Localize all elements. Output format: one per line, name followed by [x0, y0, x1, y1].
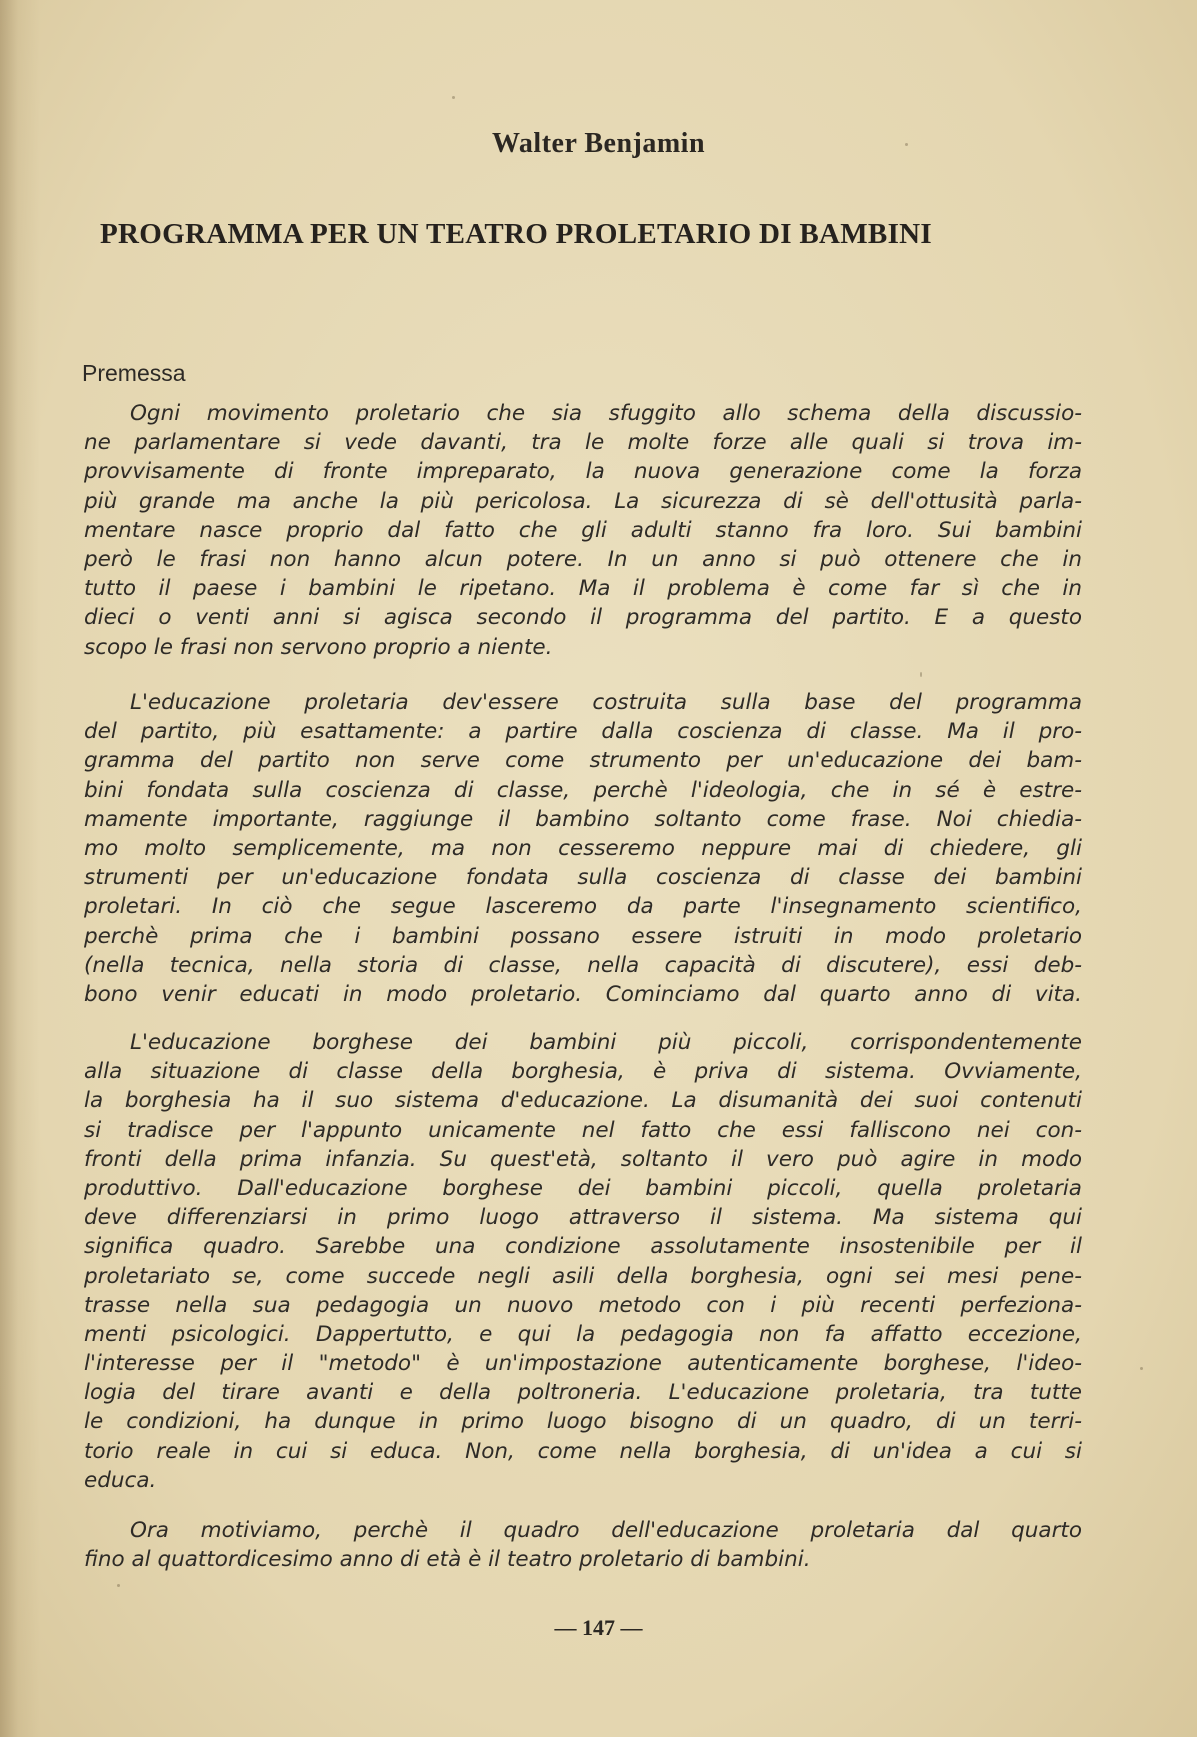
- text-line: menti psicologici. Dappertutto, e qui la pedagogia non fa affatto eccezione,: [84, 1321, 1082, 1347]
- paragraph-2: [84, 688, 1082, 1009]
- paragraph-4: [84, 1516, 1082, 1574]
- text-line: le condizioni, ha dunque in primo luogo bisogno di un quadro, di un terri-: [84, 1409, 1082, 1435]
- text-line: bono venir educati in modo proletario. Cominciamo dal quarto anno di vita.: [84, 981, 1082, 1007]
- text-line: Ora motiviamo, perchè il quadro dell'educazione proletaria dal quarto: [130, 1518, 1082, 1543]
- author-name: Walter Benjamin: [491, 128, 706, 159]
- text-line: deve differenziarsi in primo luogo attraverso il sistema. Ma sistema qui: [84, 1205, 1082, 1231]
- text-line: mo molto semplicemente, ma non cesseremo neppure mai di chiedere, gli: [84, 835, 1082, 861]
- paper-speck: [905, 143, 908, 146]
- text-line: si tradisce per l'appunto unicamente nel fatto che essi falliscono nei con-: [84, 1117, 1082, 1143]
- text-line: torio reale in cui si educa. Non, come nella borghesia, di un'idea a cui si: [84, 1438, 1082, 1464]
- paragraph-3: [84, 1028, 1082, 1495]
- text-line: alla situazione di classe della borghesia, è priva di sistema. Ovviamente,: [84, 1059, 1082, 1085]
- text-line: l'interesse per il "metodo" è un'impostazione autenticamente borghese, l'ideo-: [84, 1351, 1082, 1377]
- section-heading: Premessa: [82, 360, 186, 386]
- paper-speck: [117, 1584, 120, 1587]
- text-line: scopo le frasi non servono proprio a niente.: [84, 634, 553, 660]
- text-line: del partito, più esattamente: a partire dalla coscienza di classe. Ma il pro-: [84, 719, 1082, 745]
- text-line: fronti della prima infanzia. Su quest'età, soltanto il vero può agire in modo: [84, 1146, 1082, 1172]
- paragraph-1: [84, 399, 1082, 662]
- text-line: strumenti per un'educazione fondata sulla coscienza di classe dei bambini: [84, 865, 1082, 891]
- text-line: mentare nasce proprio dal fatto che gli adulti stanno fra loro. Sui bambini: [84, 517, 1082, 543]
- text-line: tutto il paese i bambini le ripetano. Ma il problema è come far sì che in: [84, 576, 1082, 602]
- text-line: Ogni movimento proletario che sia sfuggito allo schema della discussio-: [130, 401, 1082, 426]
- text-line: educa.: [84, 1467, 157, 1493]
- page-number: — 147 —: [554, 1615, 643, 1640]
- text-line: trasse nella sua pedagogia un nuovo metodo con i più recenti perfeziona-: [84, 1292, 1082, 1318]
- text-line: produttivo. Dall'educazione borghese dei bambini piccoli, quella proletaria: [84, 1175, 1082, 1201]
- text-line: L'educazione borghese dei bambini più piccoli, corrispondentemente: [130, 1030, 1082, 1055]
- text-line: fino al quattordicesimo anno di età è il teatro proletario di bambini.: [84, 1547, 811, 1573]
- text-line: mamente importante, raggiunge il bambino soltanto come frase. Noi chiedia-: [84, 806, 1082, 832]
- paper-speck: [452, 96, 455, 99]
- text-line: significa quadro. Sarebbe una condizione assolutamente insostenibile per il: [84, 1234, 1082, 1260]
- text-line: perchè prima che i bambini possano essere istruiti in modo proletario: [84, 923, 1082, 949]
- text-line: ne parlamentare si vede davanti, tra le molte forze alle quali si trova im-: [84, 430, 1082, 456]
- text-line: più grande ma anche la più pericolosa. La sicurezza di sè dell'ottusità parla-: [84, 488, 1082, 514]
- text-line: (nella tecnica, nella storia di classe, nella capacità di discutere), essi deb-: [84, 952, 1082, 978]
- text-line: dieci o venti anni si agisca secondo il programma del partito. E a questo: [84, 605, 1082, 631]
- paper-speck: [1140, 1367, 1143, 1370]
- text-line: gramma del partito non serve come strumento per un'educazione dei bam-: [84, 748, 1082, 774]
- text-line: proletari. In ciò che segue lasceremo da parte l'insegnamento scientifico,: [84, 894, 1082, 920]
- text-line: bini fondata sulla coscienza di classe, perchè l'ideologia, che in sé è estre-: [84, 777, 1082, 803]
- text-line: provvisamente di fronte impreparato, la nuova generazione come la forza: [84, 459, 1082, 485]
- text-line: la borghesia ha il suo sistema d'educazione. La disumanità dei suoi contenuti: [84, 1088, 1082, 1114]
- text-line: L'educazione proletaria dev'essere costruita sulla base del programma: [130, 690, 1082, 715]
- text-line: proletariato se, come succede negli asili della borghesia, ogni sei mesi pene-: [84, 1263, 1082, 1289]
- article-title: PROGRAMMA PER UN TEATRO PROLETARIO DI BAMBINI: [100, 218, 932, 250]
- text-line: logia del tirare avanti e della poltroneria. L'educazione proletaria, tra tutte: [84, 1380, 1082, 1406]
- paper-speck: [920, 672, 922, 677]
- text-line: però le frasi non hanno alcun potere. In un anno si può ottenere che in: [84, 546, 1082, 572]
